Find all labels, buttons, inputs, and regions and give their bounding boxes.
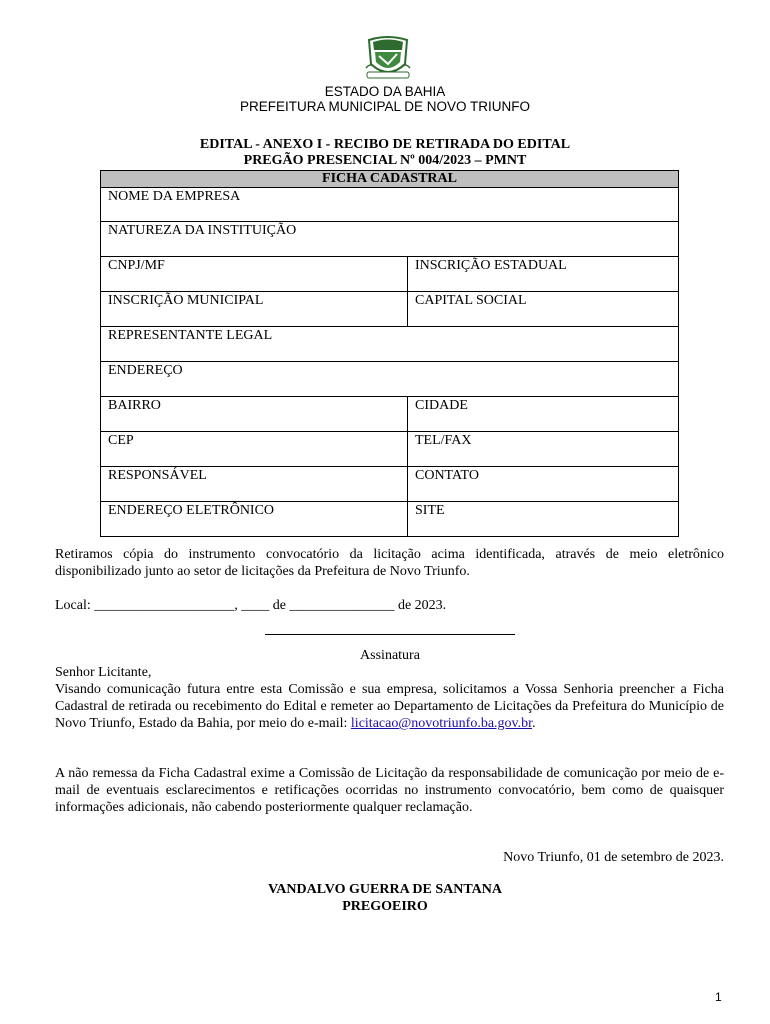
- signatory-role: PREGOEIRO: [342, 899, 428, 914]
- disclaimer-paragraph: A não remessa da Ficha Cadastral exime a Comissão de Licitação da responsabilidade de comunicação por meio de e-mail de eventuais esclarecimentos e retificações ocorridas no instrumento convocatório, bem como de quaisquer informações adicionais, não cabendo posteriormente qualquer reclamação.: [55, 766, 724, 815]
- form-heading: FICHA CADASTRAL: [101, 171, 679, 188]
- municipal-crest-logo: [365, 34, 411, 82]
- document-subtitle: PREGÃO PRESENCIAL Nº 004/2023 – PMNT: [243, 153, 527, 168]
- email-suffix: .: [532, 716, 536, 731]
- header-municipality: PREFEITURA MUNICIPAL DE NOVO TRIUNFO: [239, 99, 531, 114]
- signature-label: Assinatura: [360, 648, 420, 663]
- document-title: EDITAL - ANEXO I - RECIBO DE RETIRADA DO EDITAL: [199, 137, 571, 152]
- instructions-text: Visando comunicação futura entre esta Comissão e sua empresa, solicitamos a Vossa Senhoria preencher a Ficha Cadastral de retirada ou recebimento do Edital e remeter ao Departamento de Licitações da Prefeitura do Município de Novo Triunfo, Estado da Bahia, por meio do e-mail:: [55, 682, 724, 731]
- field-website[interactable]: SITE: [408, 502, 679, 537]
- signature-line: [265, 634, 515, 635]
- email-link[interactable]: licitacao@novotriunfo.ba.gov.br: [350, 716, 533, 731]
- header-state: ESTADO DA BAHIA: [324, 84, 446, 99]
- field-company-name[interactable]: NOME DA EMPRESA: [101, 188, 679, 222]
- page-number: 1: [715, 990, 722, 1004]
- field-responsible[interactable]: RESPONSÁVEL: [101, 467, 408, 502]
- greeting: Senhor Licitante,: [55, 665, 152, 680]
- place-date: Novo Triunfo, 01 de setembro de 2023.: [503, 850, 724, 865]
- signatory-name: VANDALVO GUERRA DE SANTANA: [267, 882, 502, 897]
- field-district[interactable]: BAIRRO: [101, 397, 408, 432]
- field-zip[interactable]: CEP: [101, 432, 408, 467]
- instructions-paragraph: [55, 664, 724, 732]
- field-city[interactable]: CIDADE: [408, 397, 679, 432]
- field-email-address[interactable]: ENDEREÇO ELETRÔNICO: [101, 502, 408, 537]
- field-municipal-registration[interactable]: INSCRIÇÃO MUNICIPAL: [101, 292, 408, 327]
- field-share-capital[interactable]: CAPITAL SOCIAL: [408, 292, 679, 327]
- registration-form-table: [100, 170, 679, 537]
- local-date-line: Local: ____________________, ____ de _______________ de 2023.: [55, 598, 447, 613]
- field-cnpj[interactable]: CNPJ/MF: [101, 257, 408, 292]
- receipt-statement: Retiramos cópia do instrumento convocatório da licitação acima identificada, através de meio eletrônico disponibilizado junto ao setor de licitações da Prefeitura de Novo Triunfo.: [55, 547, 724, 579]
- field-institution-nature[interactable]: NATUREZA DA INSTITUIÇÃO: [101, 222, 679, 257]
- field-state-registration[interactable]: INSCRIÇÃO ESTADUAL: [408, 257, 679, 292]
- field-phone-fax[interactable]: TEL/FAX: [408, 432, 679, 467]
- field-address[interactable]: ENDEREÇO: [101, 362, 679, 397]
- field-contact[interactable]: CONTATO: [408, 467, 679, 502]
- field-legal-representative[interactable]: REPRESENTANTE LEGAL: [101, 327, 679, 362]
